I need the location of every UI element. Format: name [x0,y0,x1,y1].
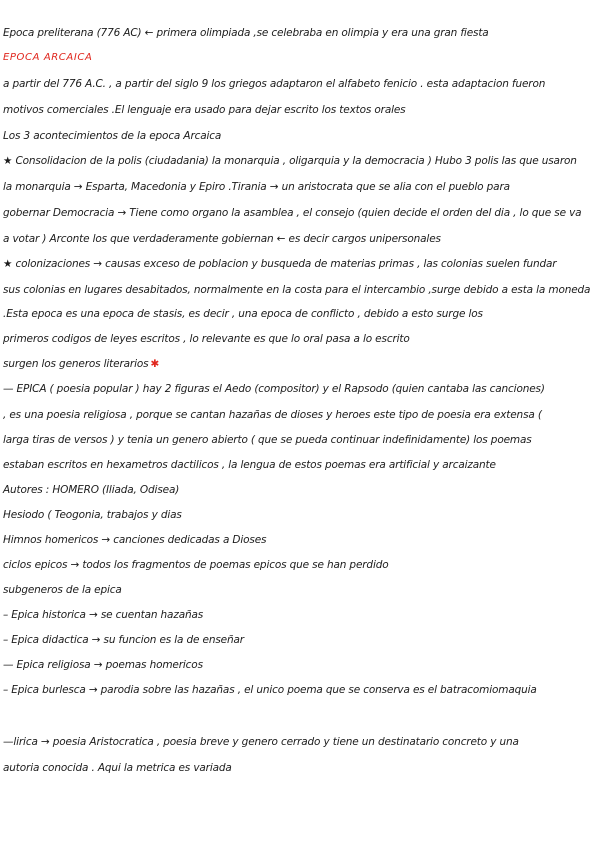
note-line-1: Epoca preliterana (776 AC) ← primera olimpiada ,se celebraba en olimpia y era una gran fiesta [3,27,489,39]
note-line-14 [3,357,159,371]
note-line-14-text: surgen los generos literarios [3,358,149,370]
note-line-26: — Epica religiosa → poemas homericos [3,659,203,671]
note-line-16: , es una poesia religiosa , porque se cantan hazañas de dioses y heroes este tipo de poesia era extensa ( [3,409,542,421]
note-line-22: ciclos epicos → todos los fragmentos de poemas epicos que se han perdido [3,559,389,571]
note-line-8: gobernar Democracia → Tiene como organo la asamblea , el consejo (quien decide el orden del dia , lo que se va [3,207,582,219]
note-line-9: a votar ) Arconte los que verdaderamente gobiernan ← es decir cargos unipersonales [3,233,441,245]
note-line-7: la monarquia → Esparta, Macedonia y Epiro .Tirania → un aristocrata que se alia con el pueblo para [3,181,510,193]
note-line-15: — EPICA ( poesia popular ) hay 2 figuras el Aedo (compositor) y el Rapsodo (quien cantaba las canciones) [3,383,545,395]
note-line-10: ★ colonizaciones → causas exceso de poblacion y busqueda de materias primas , las colonias suelen fundar [3,258,557,270]
note-line-4: motivos comerciales .El lenguaje era usado para dejar escrito los textos orales [3,104,406,116]
note-line-5: Los 3 acontecimientos de la epoca Arcaica [3,130,222,142]
note-line-11: sus colonias en lugares desabitados, normalmente en la costa para el intercambio ,surge debido a esta la moneda [3,284,591,296]
note-line-6: ★ Consolidacion de la polis (ciudadania) la monarquia , oligarquia y la democracia ) Hubo 3 polis las que usaron [3,155,577,167]
section-heading-epoca-arcaica: EPOCA ARCAICA [3,52,93,63]
note-line-24: – Epica historica → se cuentan hazañas [3,609,204,621]
red-asterisk-icon: ✱ [150,358,160,370]
note-line-17: larga tiras de versos ) y tenia un genero abierto ( que se pueda continuar indefinidamente) los poemas [3,434,532,446]
note-line-25: – Epica didactica → su funcion es la de enseñar [3,634,244,646]
note-line-28: —lirica → poesia Aristocratica , poesia breve y genero cerrado y tiene un destinatario concreto y una [3,736,519,748]
note-line-19: Autores : HOMERO (Iliada, Odisea) [3,484,180,496]
note-line-3: a partir del 776 A.C. , a partir del siglo 9 los griegos adaptaron el alfabeto fenicio . esta adaptacion fueron [3,78,546,90]
note-line-18: estaban escritos en hexametros dactilicos , la lengua de estos poemas era artificial y arcaizante [3,459,496,471]
note-line-29: autoria conocida . Aqui la metrica es variada [3,762,232,774]
note-line-21: Himnos homericos → canciones dedicadas a Dioses [3,534,267,546]
note-line-20: Hesiodo ( Teogonia, trabajos y dias [3,509,182,521]
note-line-12: .Esta epoca es una epoca de stasis, es decir , una epoca de conflicto , debido a esto surge los [3,308,483,320]
note-line-23: subgeneros de la epica [3,584,122,596]
note-line-13: primeros codigos de leyes escritos , lo relevante es que lo oral pasa a lo escrito [3,333,410,345]
note-line-27: – Epica burlesca → parodia sobre las hazañas , el unico poema que se conserva es el batracomiomaquia [3,684,537,696]
